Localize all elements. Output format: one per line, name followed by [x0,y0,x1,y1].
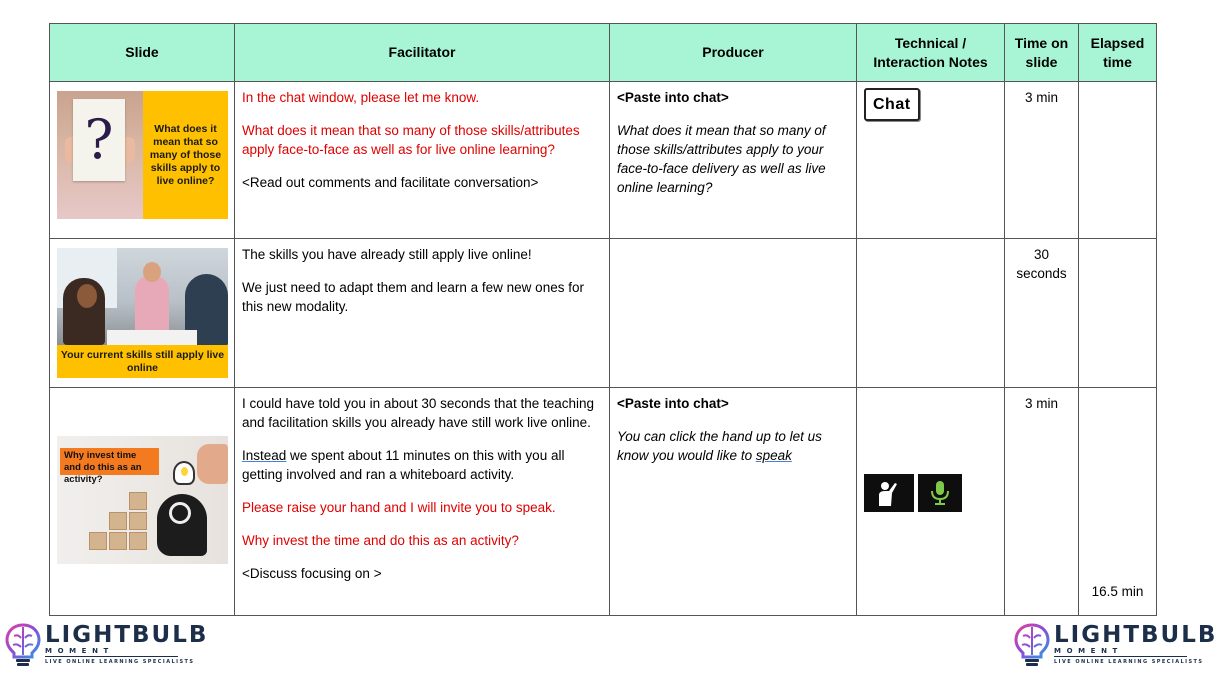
table-row [50,239,1157,388]
technical-cell [857,239,1005,388]
technical-cell [857,388,1005,616]
lightbulb-icon [173,461,195,485]
facilitator-note: I could have told you in about 30 seconds that the teaching and facilitation skills you already have still work live online. [242,396,595,430]
facilitator-note: <Read out comments and facilitate conversation> [242,175,539,190]
logo-name: LIGHTBULB [1054,622,1217,648]
gear-icon [169,502,191,524]
microphone-icon [918,474,962,512]
facilitator-prompt: In the chat window, please let me know. [242,90,480,105]
question-mark-glyph: ? [84,108,114,171]
producer-cell [610,239,857,388]
facilitator-cell [235,82,610,239]
facilitation-script-table [49,23,1157,616]
producer-text: What does it mean that so many of those skills/attributes apply to your face-to-face delivery as well as live online learning? [617,123,826,195]
header-elapsed: Elapsed time [1079,24,1157,82]
header-row [50,24,1157,82]
time-cell [1005,239,1079,388]
table-row [50,388,1157,616]
producer-text: You can click the hand up to let us know you would like to speak [617,429,822,463]
slide-caption: What does it mean that so many of those skills apply to live online? [149,122,222,187]
producer-cell [610,82,857,239]
elapsed-cell [1079,239,1157,388]
raise-hand-icon [864,474,914,512]
slide-cell [50,82,235,239]
chat-button-icon: Chat [864,88,920,121]
elapsed-cell [1079,82,1157,239]
slide-thumbnail-meeting [57,248,228,378]
slide-thumbnail-activity [57,436,228,564]
facilitator-note: The skills you have already still apply live online! [242,247,532,262]
logo-sub: MOMENT [1054,647,1123,655]
brain-bulb-icon [4,622,42,668]
producer-heading: <Paste into chat> [617,396,729,411]
producer-cell [610,388,857,616]
logo-tagline: LIVE ONLINE LEARNING SPECIALISTS [1054,659,1204,665]
time-cell: 3 min [1005,82,1079,239]
slide-thumbnail-question [57,91,228,219]
time-cell: 3 min [1005,388,1079,616]
slide-cell [50,239,235,388]
facilitator-prompt: Why invest the time and do this as an activity? [242,533,519,548]
slide-caption: Why invest time and do this as an activity? [60,448,159,475]
slide-cell [50,388,235,616]
header-time: Time on slide [1005,24,1079,82]
technical-cell [857,82,1005,239]
facilitator-note: We just need to adapt them and learn a few new ones for this new modality. [242,280,584,314]
facilitator-cell [235,388,610,616]
header-producer: Producer [610,24,857,82]
facilitator-cell [235,239,610,388]
logo-sub: MOMENT [45,647,114,655]
underlined-word: Instead [242,448,287,463]
facilitator-prompt: What does it mean that so many of those skills/attributes apply face-to-face as well as for live online learning? [242,123,580,157]
header-technical: Technical / Interaction Notes [857,24,1005,82]
header-slide: Slide [50,24,235,82]
logo-tagline: LIVE ONLINE LEARNING SPECIALISTS [45,659,195,665]
facilitator-note-rest: we spent about 11 minutes on this with you all getting involved and ran a whiteboard activity. [242,448,565,482]
time-value: 30 seconds [1016,247,1067,281]
facilitator-note [242,446,602,484]
facilitator-prompt: Please raise your hand and I will invite you to speak. [242,500,556,515]
elapsed-cell: 16.5 min [1079,388,1157,616]
interaction-icons [864,474,997,512]
table-row [50,82,1157,239]
slide-caption: Your current skills still apply live online [57,345,228,378]
producer-heading: <Paste into chat> [617,90,729,105]
facilitator-note: <Discuss focusing on > [242,566,382,581]
question-card [73,99,125,181]
brain-bulb-icon [1013,622,1051,668]
header-facilitator: Facilitator [235,24,610,82]
slide-caption-box [143,91,228,219]
logo-name: LIGHTBULB [45,622,209,648]
